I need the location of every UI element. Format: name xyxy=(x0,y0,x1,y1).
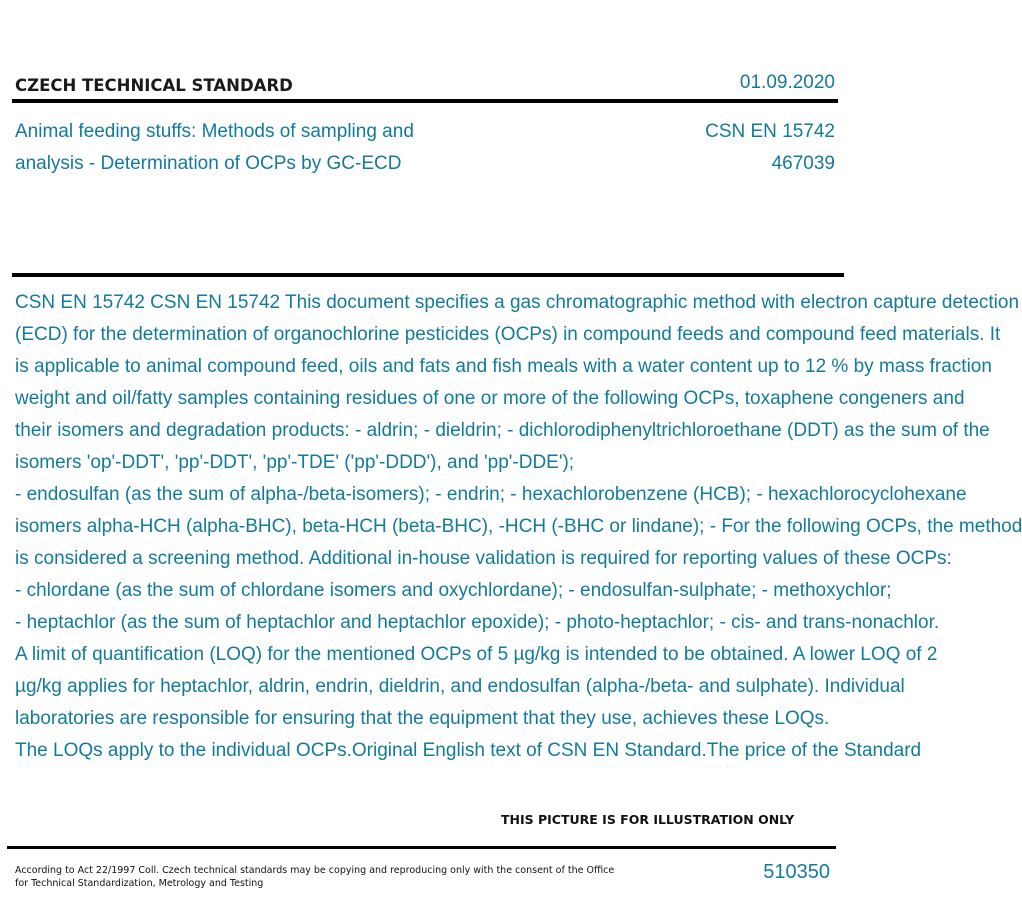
description-line: is considered a screening method. Additional in-house validation is required for reporting values of these OCPs: xyxy=(15,548,952,569)
description-line: µg/kg applies for heptachlor, aldrin, endrin, dieldrin, and endosulfan (alpha-/beta- and sulphate). Individual xyxy=(15,676,905,697)
description-line: their isomers and degradation products: - aldrin; - dieldrin; - dichlorodiphenyltrichloroethane (DDT) as the sum of the xyxy=(15,420,990,441)
description-line: is applicable to animal compound feed, oils and fats and fish meals with a water content up to 12 % by mass fraction xyxy=(15,356,992,377)
legal-line: According to Act 22/1997 Coll. Czech technical standards may be copying and reproducing only with the consent of the Office xyxy=(15,865,615,876)
top-divider xyxy=(12,99,838,103)
description-line: - endosulfan (as the sum of alpha-/beta-isomers); - endrin; - hexachlorobenzene (HCB); - hexachlorocyclohexane xyxy=(15,484,967,505)
description-line: The LOQs apply to the individual OCPs.Original English text of CSN EN Standard.The price of the Standard xyxy=(15,740,922,761)
description-line: (ECD) for the determination of organochlorine pesticides (OCPs) in compound feeds and compound feed materials. It xyxy=(15,324,1001,345)
description-line: CSN EN 15742 CSN EN 15742 This document specifies a gas chromatographic method with electron capture detection xyxy=(15,292,1020,313)
standard-number: 467039 xyxy=(771,153,835,174)
legal-line: for Technical Standardization, Metrology and Testing xyxy=(15,878,264,889)
bottom-divider xyxy=(7,846,836,849)
standard-title xyxy=(15,116,535,180)
description-line: laboratories are responsible for ensuring that the equipment that they use, achieves these LOQs. xyxy=(15,708,830,729)
description-line: A limit of quantification (LOQ) for the mentioned OCPs of 5 µg/kg is intended to be obtained. A lower LOQ of 2 xyxy=(15,644,938,665)
standard-code: CSN EN 15742 xyxy=(705,121,835,142)
description-line: - chlordane (as the sum of chlordane isomers and oxychlordane); - endosulfan-sulphate; - methoxychlor; xyxy=(15,580,892,601)
brand-title: CZECH TECHNICAL STANDARD xyxy=(15,76,293,95)
description-line: weight and oil/fatty samples containing residues of one or more of the following OCPs, toxaphene congeners and xyxy=(15,388,965,409)
description-line: isomers 'op'-DDT', 'pp'-DDT', 'pp'-TDE' ('pp'-DDD'), and 'pp'-DDE'); xyxy=(15,452,575,473)
illustration-note: THIS PICTURE IS FOR ILLUSTRATION ONLY xyxy=(501,812,795,827)
issue-date: 01.09.2020 xyxy=(739,72,835,93)
catalog-number: 510350 xyxy=(763,861,830,883)
standard-description xyxy=(15,287,1022,767)
description-line: isomers alpha-HCH (alpha-BHC), beta-HCH (beta-BHC), -HCH (-BHC or lindane); - For the following OCPs, the method xyxy=(15,516,1022,537)
legal-notice xyxy=(15,864,615,890)
standard-title-line: analysis - Determination of OCPs by GC-ECD xyxy=(15,153,402,174)
standard-title-line: Animal feeding stuffs: Methods of sampling and xyxy=(15,121,414,142)
middle-divider xyxy=(12,273,844,277)
description-line: - heptachlor (as the sum of heptachlor and heptachlor epoxide); - photo-heptachlor; - cis- and trans-nonachlor. xyxy=(15,612,940,633)
standard-identifier xyxy=(705,116,835,180)
